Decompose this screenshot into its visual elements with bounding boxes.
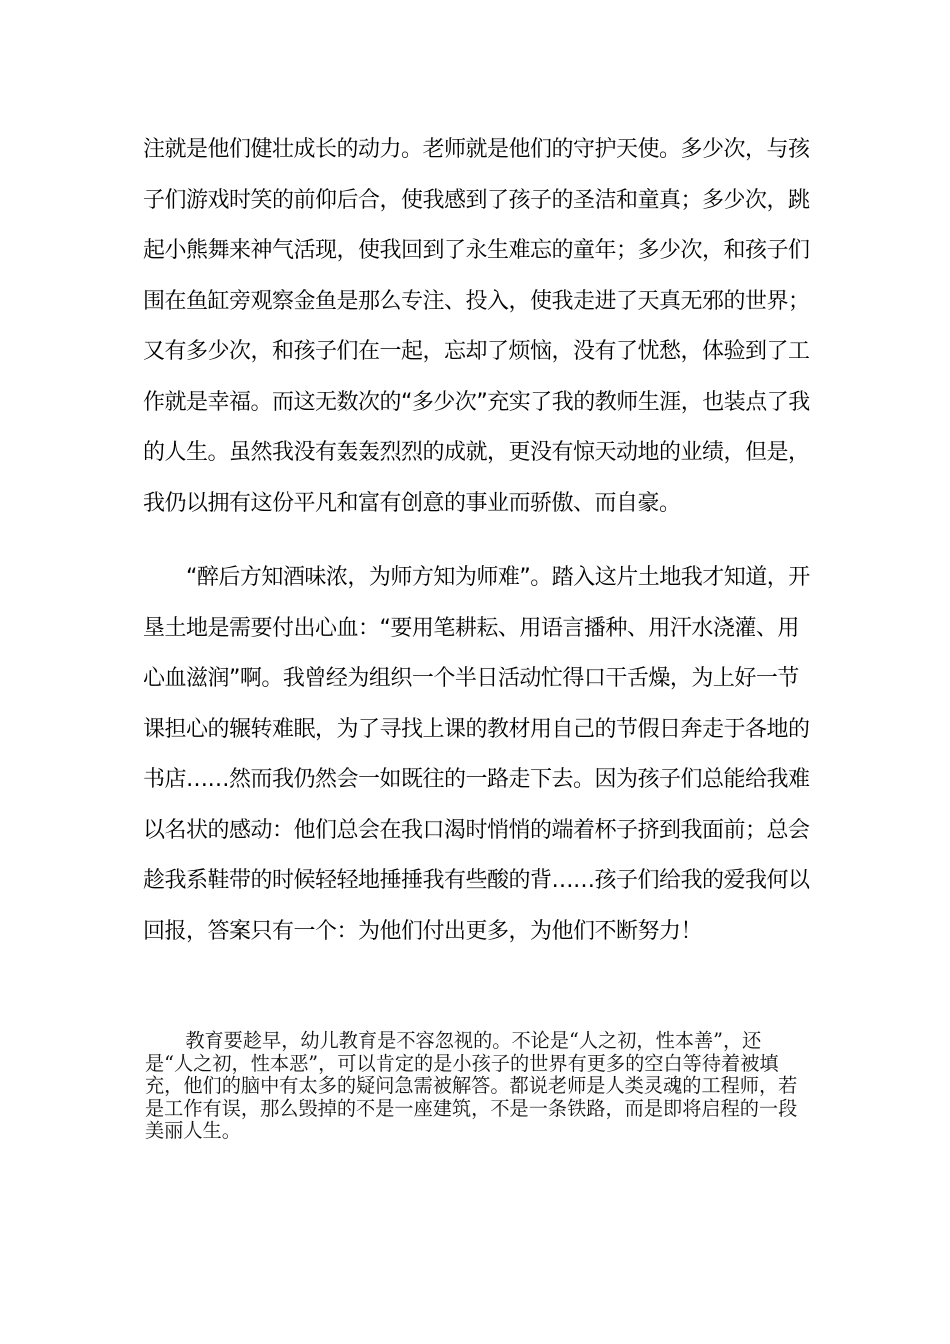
paragraph-wei-shi-nan: [143, 553, 815, 957]
paragraph-1-text-a: 注就是他们健壮成长的动力。: [143, 137, 423, 162]
paragraph-2-text-c: 课的教材用自己的节假日奔走于各地的书店……然而我仍然会一如既往的一路走下去。因为孩子们总能给我难以名状的感动：他们总会在我口渴时悄悄的端着杯子挤到我面前；总会趁我系鞋带的时候轻轻地捶捶我有些酸的背……孩子们给我的爱我何以回报，答案只有一个：为他们付出更多，为他们不断努力！: [143, 716, 810, 944]
paragraph-2-text-a: “醉后方知酒味浓，为师方知为师难”。踏入这片土地我才知道，开垦土地是需要付出心血：“要用笔耕耘、用语言播种、用汗水浇灌、用心血滋润”啊。我曾经为组织一个半日活动忙得口干舌燥，为上好一节课担心的辗转难眠，为了: [143, 565, 810, 742]
paragraph-2-text-b: 寻找上: [379, 716, 445, 742]
paragraph-duoshaoci: [143, 125, 815, 529]
paragraph-1-text-b: 老师就是他们的守护天使。: [422, 137, 681, 162]
paragraph-1-text-c: 多少次，与孩子们游戏时笑的前仰后合，使我感到了孩子的圣洁和童真；多少次，跳起小熊舞来神气活现，使我回到了永生难忘的童年；多少次，和孩子们围在鱼缸旁观察金鱼是那么专注、投入，使我走进了天真无邪的世界；又有多少次，和孩子们在一起，忘却了烦恼，没有了忧愁，体验到了工作就是幸福。而这无数次的“多少次”充实了我的教师生涯，也装点了我的人生。虽然我没有轰轰烈烈的成就，更没有惊天动地的业绩，但是，我仍以拥有这份平凡和富有创意的事业而骄傲、而自豪。: [143, 137, 810, 516]
paragraph-early-education: 教育要趁早，幼儿教育是不容忽视的。不论是“人之初，性本善”，还是“人之初，性本恶”，可以肯定的是小孩子的世界有更多的空白等待着被填充，他们的脑中有太多的疑问急需被解答。都说老师是人类灵魂的工程师，若是工作有误，那么毁掉的不是一座建筑，不是一条铁路，而是即将启程的一段美丽人生。: [145, 1029, 798, 1142]
